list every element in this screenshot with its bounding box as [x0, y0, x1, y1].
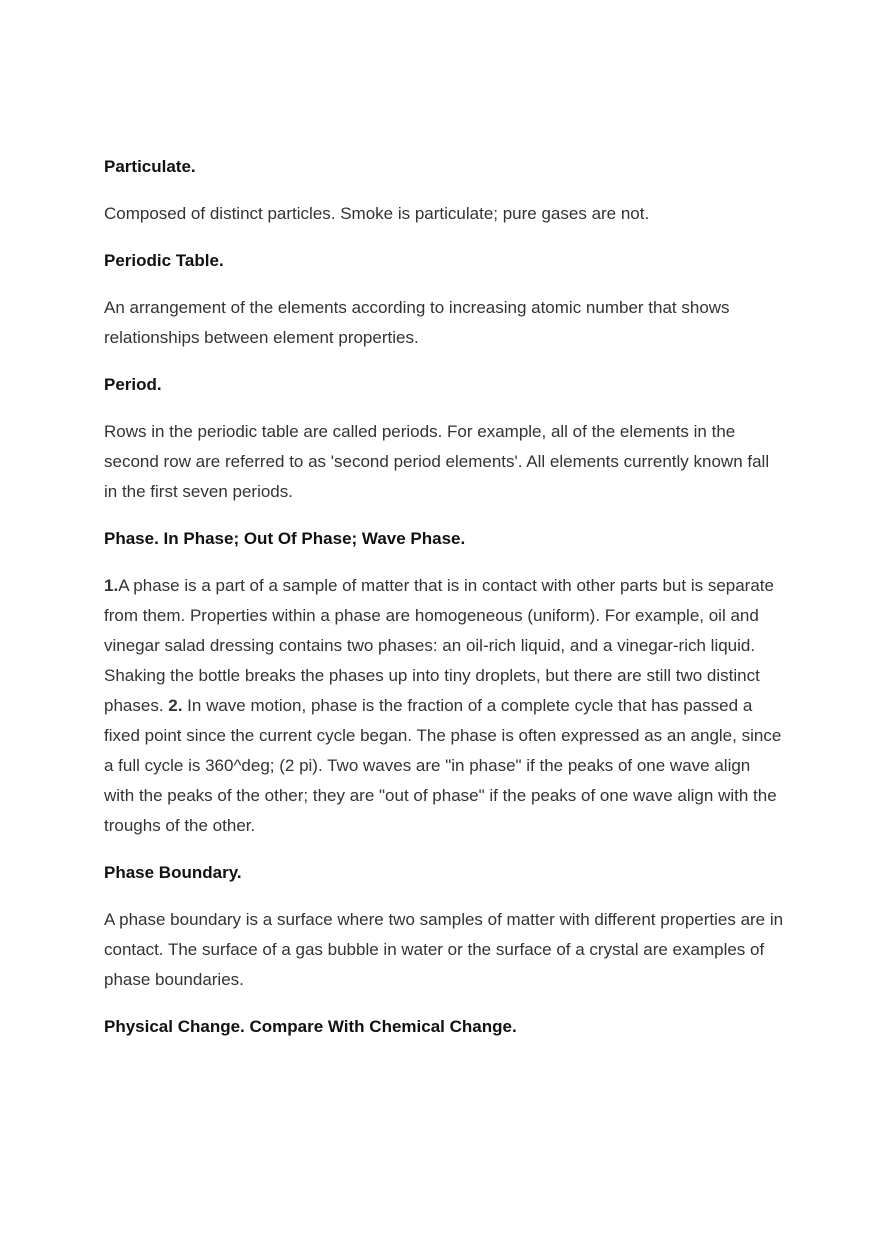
- definition-part: In wave motion, phase is the fraction of a complete cycle that has passed a fixed point since the current cycle began. The phase is often expressed as an angle, since a full cycle is 360^deg; (2 pi). Two waves are "in phase" if the peaks of one wave align with the peaks of the other; they are "out of phase" if the peaks of one wave align with the troughs of the other.: [104, 696, 782, 835]
- term-heading: Periodic Table.: [104, 251, 224, 270]
- definition-part: A phase is a part of a sample of matter that is in contact with other parts but is separate from them. Properties within a phase are homogeneous (uniform). For example, oil and vinegar salad dressing contains two phases: an oil-rich liquid, and a vinegar-rich liquid. Shaking the bottle breaks the phases up into tiny droplets, but there are still two distinct phases.: [104, 576, 774, 715]
- glossary-page: [104, 152, 784, 1059]
- term-heading: Physical Change. Compare With Chemical Change.: [104, 1017, 517, 1036]
- term-heading: Particulate.: [104, 157, 196, 176]
- definition-number: 1.: [104, 576, 119, 595]
- definition-number: 2.: [168, 696, 183, 715]
- term-definition: Rows in the periodic table are called periods. For example, all of the elements in the second row are referred to as 'second period elements'. All elements currently known fall in the first seven periods.: [104, 422, 770, 501]
- term-definition: [104, 571, 784, 841]
- term-heading: Period.: [104, 375, 162, 394]
- term-definition: Composed of distinct particles. Smoke is particulate; pure gases are not.: [104, 204, 650, 223]
- term-heading: Phase Boundary.: [104, 863, 242, 882]
- term-definition: A phase boundary is a surface where two samples of matter with different properties are in contact. The surface of a gas bubble in water or the surface of a crystal are examples of phase boundaries.: [104, 910, 784, 989]
- term-heading: Phase. In Phase; Out Of Phase; Wave Phase.: [104, 529, 466, 548]
- term-definition: An arrangement of the elements according to increasing atomic number that shows relationships between element properties.: [104, 298, 730, 347]
